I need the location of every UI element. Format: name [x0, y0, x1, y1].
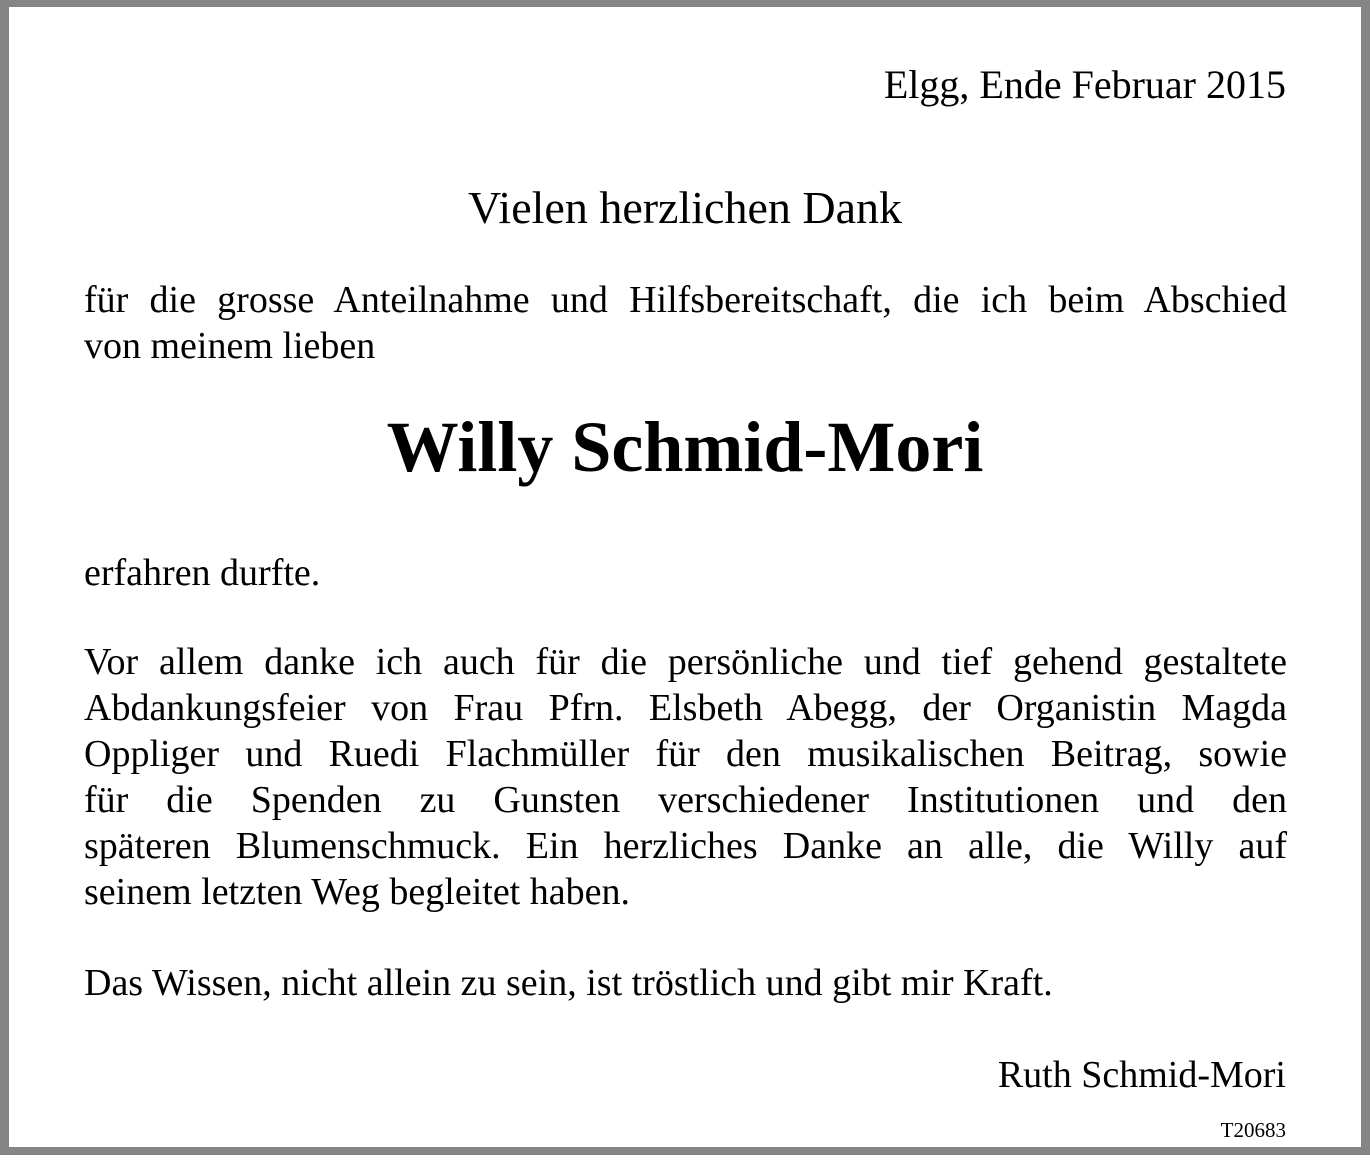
after-name-text: erfahren durfte.	[84, 552, 321, 594]
body-line: Oppliger und Ruedi Flachmüller für den musikalischen Beitrag, sowie	[84, 733, 1287, 775]
body-line: späteren Blumenschmuck. Ein herzliches Danke an alle, die Willy auf	[84, 825, 1287, 867]
reference-code: T20683	[1220, 1118, 1286, 1142]
intro-paragraph	[84, 277, 1287, 369]
deceased-name: Willy Schmid-Mori	[386, 407, 984, 487]
body-line: Abdankungsfeier von Frau Pfrn. Elsbeth Abegg, der Organistin Magda	[84, 687, 1287, 729]
intro-line: für die grosse Anteilnahme und Hilfsbereitschaft, die ich beim Abschied	[84, 279, 1287, 321]
body-line: seinem letzten Weg begleitet haben.	[84, 871, 630, 913]
signature: Ruth Schmid-Mori	[997, 1054, 1286, 1096]
body-paragraph	[84, 639, 1287, 915]
body-line: Vor allem danke ich auch für die persönliche und tief gehend gestaltete	[84, 641, 1287, 683]
intro-line: von meinem lieben	[84, 325, 376, 367]
body-line: für die Spenden zu Gunsten verschiedener Institutionen und den	[84, 779, 1287, 821]
dateline: Elgg, Ende Februar 2015	[883, 62, 1286, 107]
thank-you-heading: Vielen herzlichen Dank	[467, 182, 903, 233]
closing-sentence: Das Wissen, nicht allein zu sein, ist tröstlich und gibt mir Kraft.	[84, 962, 1053, 1004]
